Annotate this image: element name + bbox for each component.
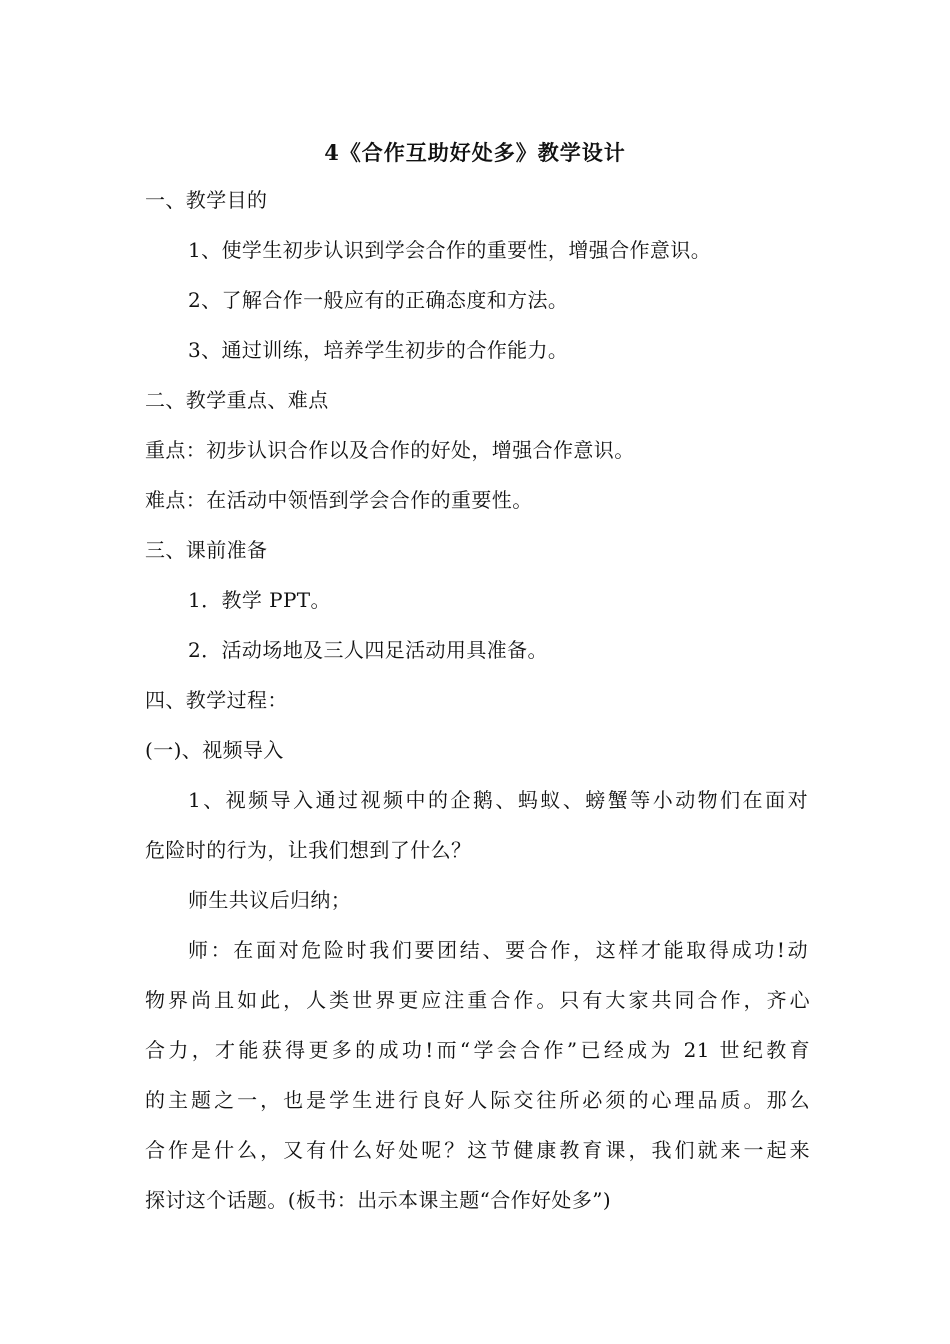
paragraph-line: 危险时的行为，让我们想到了什么？: [145, 838, 472, 862]
paragraph-line: 探讨这个话题。(板书：出示本课主题“合作好处多”): [145, 1188, 612, 1212]
objective-item-1: 1、使学生初步认识到学会合作的重要性，增强合作意识。: [188, 238, 712, 262]
paragraph-line: 师：在面对危险时我们要团结、要合作，这样才能取得成功!动: [188, 938, 808, 962]
objective-item-2: 2、了解合作一般应有的正确态度和方法。: [188, 288, 569, 312]
section-heading-preparation: 三、课前准备: [145, 538, 268, 562]
section-heading-process: 四、教学过程：: [145, 688, 288, 712]
paragraph-line: 合作是什么，又有什么好处呢？这节健康教育课，我们就来一起来: [145, 1138, 810, 1162]
section-heading-key-points: 二、教学重点、难点: [145, 388, 329, 412]
preparation-item-2: 2．活动场地及三人四足活动用具准备。: [188, 638, 548, 662]
paragraph-line: 物界尚且如此，人类世界更应注重合作。只有大家共同合作，齐心: [145, 988, 810, 1012]
objective-item-3: 3、通过训练，培养学生初步的合作能力。: [188, 338, 569, 362]
paragraph-line: 1、视频导入通过视频中的企鹅、蚂蚁、螃蟹等小动物们在面对: [188, 788, 808, 812]
paragraph-line: 合力，才能获得更多的成功!而“学会合作”已经成为 21 世纪教育: [145, 1038, 810, 1062]
key-point-text: 重点：初步认识合作以及合作的好处，增强合作意识。: [145, 438, 635, 462]
paragraph-line: 的主题之一，也是学生进行良好人际交往所必须的心理品质。那么: [145, 1088, 810, 1112]
paragraph-line: 师生共议后归纳；: [188, 888, 352, 912]
section-heading-objectives: 一、教学目的: [145, 188, 268, 212]
difficulty-text: 难点：在活动中领悟到学会合作的重要性。: [145, 488, 533, 512]
subsection-heading-video-intro: (一)、视频导入: [145, 738, 284, 762]
document-title: 4《合作互助好处多》教学设计: [324, 140, 626, 165]
preparation-item-1: 1．教学 PPT。: [188, 588, 331, 612]
